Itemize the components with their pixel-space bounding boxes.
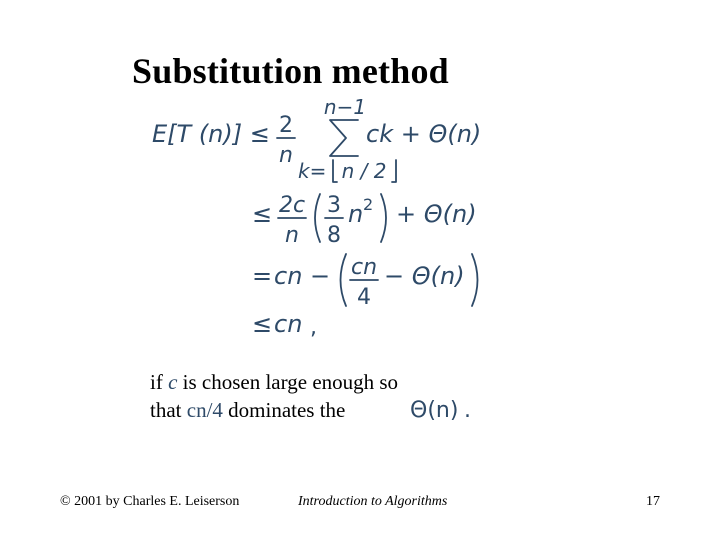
expected-value-lhs: E[T (n)] ≤	[152, 120, 270, 148]
left-parenthesis	[341, 254, 347, 306]
footer-copyright: © 2001 by Charles E. Leiserson	[60, 494, 240, 509]
sum-term: ck + Θ(n)	[366, 120, 482, 148]
fraction-numerator: 3	[327, 193, 341, 218]
theta-term: − Θ(n)	[384, 262, 465, 290]
fraction-denominator: n	[285, 223, 299, 248]
cn-term: cn −	[274, 262, 331, 290]
explanation-line-2: that cn/4 dominates the	[150, 398, 346, 422]
sum-lower-index: k=	[298, 159, 327, 183]
sum-upper-limit: n−1	[323, 95, 367, 119]
inline-theta-expression	[408, 391, 472, 425]
fraction-numerator: 2c	[278, 193, 306, 218]
fraction-denominator: 4	[357, 285, 371, 310]
summation-sign	[330, 120, 358, 156]
fraction-denominator: 8	[327, 223, 341, 248]
less-equal-sign: ≤	[252, 310, 273, 338]
footer-page-number: 17	[646, 494, 660, 509]
theta-n: Θ(n)	[410, 398, 459, 423]
right-parenthesis	[381, 194, 386, 242]
explanation-text	[150, 368, 398, 424]
fraction-numerator: cn	[350, 255, 378, 280]
footer-course-title: Introduction to Algorithms	[298, 494, 448, 509]
right-parenthesis	[472, 254, 478, 306]
exponent: 2	[363, 195, 374, 214]
trailing-comma: ,	[310, 315, 317, 340]
slide-title: Substitution method	[132, 51, 449, 91]
substitution-derivation	[140, 92, 500, 342]
n-variable: n	[348, 200, 364, 228]
equals-sign: =	[252, 262, 273, 290]
cn-result: cn	[274, 310, 303, 338]
sum-lower-bound: n / 2	[341, 159, 387, 183]
variable-c: c	[168, 370, 178, 394]
left-parenthesis	[315, 194, 320, 242]
expression-cn-over-4: cn/4	[186, 398, 223, 422]
fraction-numerator: 2	[279, 113, 293, 138]
explanation-line-1: if c is chosen large enough so	[150, 370, 399, 394]
fraction-denominator: n	[279, 143, 293, 168]
less-equal-sign: ≤	[252, 200, 273, 228]
period: .	[464, 398, 471, 423]
theta-term: + Θ(n)	[396, 200, 477, 228]
